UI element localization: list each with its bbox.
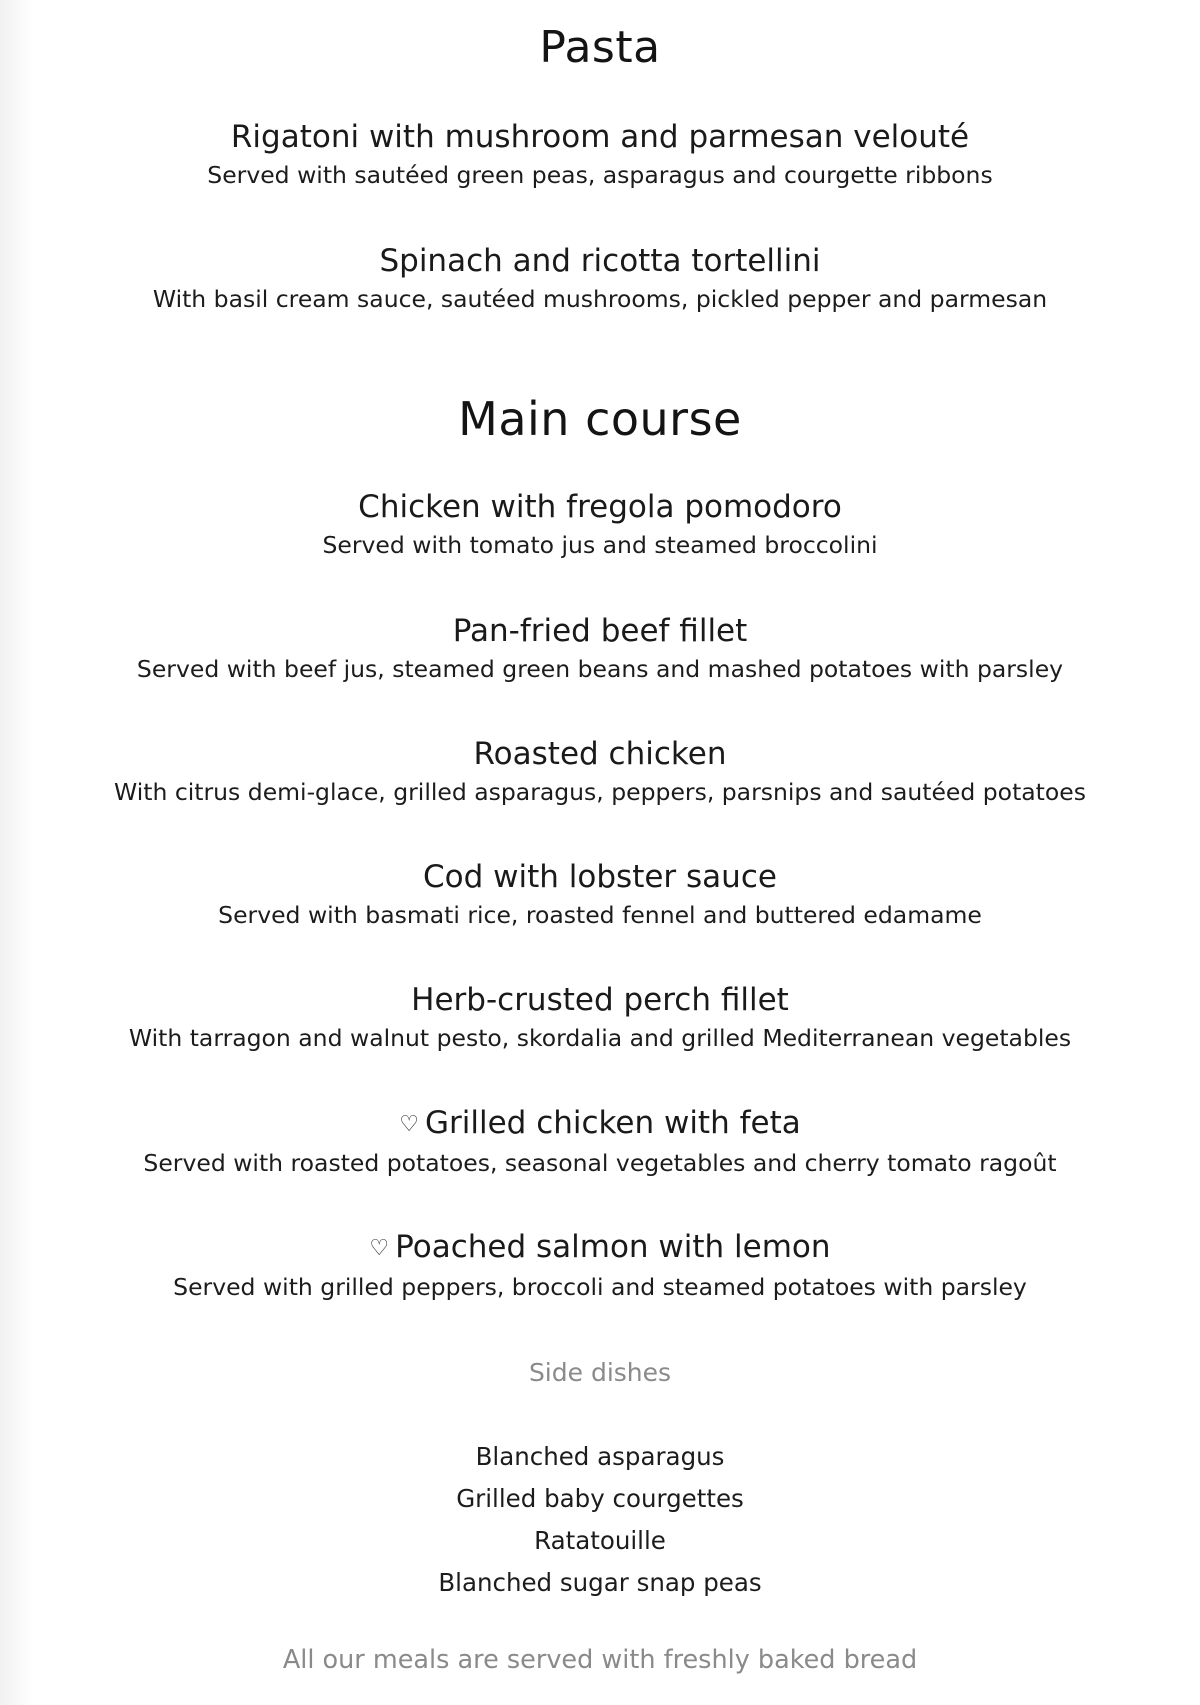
menu-item (0, 242, 1200, 314)
dish-description: Served with grilled peppers, broccoli and steamed potatoes with parsley (173, 1273, 1027, 1301)
footer-note: All our meals are served with freshly baked bread (282, 1645, 918, 1675)
dish-name: Herb-crusted perch fillet (411, 982, 789, 1018)
side-dishes-list (0, 1436, 1200, 1604)
heart-icon: ♡ (399, 1112, 419, 1137)
side-dish-item: Blanched sugar snap peas (438, 1568, 762, 1597)
menu-item (0, 488, 1200, 560)
dish-description: Served with beef jus, steamed green beans and mashed potatoes with parsley (136, 655, 1064, 683)
dish-name: Grilled chicken with feta (424, 1105, 801, 1141)
dish-description: With basil cream sauce, sautéed mushrooms, pickled pepper and parmesan (152, 285, 1048, 313)
dish-description: Served with tomato jus and steamed broccolini (322, 531, 878, 559)
menu-item (0, 1228, 1200, 1302)
menu-item (0, 858, 1200, 930)
dish-name: Spinach and ricotta tortellini (379, 243, 821, 279)
dish-name: Rigatoni with mushroom and parmesan velouté (230, 119, 970, 155)
dish-description: Served with basmati rice, roasted fennel and buttered edamame (218, 901, 982, 929)
menu-item (0, 981, 1200, 1053)
menu-item (0, 118, 1200, 190)
dish-description: With citrus demi-glace, grilled asparagus, peppers, parsnips and sautéed potatoes (114, 778, 1086, 806)
side-dishes-title: Side dishes (528, 1358, 672, 1387)
dish-description: Served with roasted potatoes, seasonal vegetables and cherry tomato ragoût (143, 1149, 1057, 1177)
dish-name: Roasted chicken (473, 736, 727, 772)
dish-description: Served with sautéed green peas, asparagus and courgette ribbons (207, 161, 993, 189)
side-dish-item: Grilled baby courgettes (456, 1484, 744, 1513)
side-dish-item: Blanched asparagus (475, 1442, 725, 1471)
menu-item (0, 735, 1200, 807)
dish-name: Poached salmon with lemon (395, 1229, 831, 1265)
menu-item (0, 612, 1200, 684)
menu-item (0, 1104, 1200, 1178)
pasta-section-title: Pasta (539, 22, 661, 73)
dish-description: With tarragon and walnut pesto, skordalia and grilled Mediterranean vegetables (128, 1024, 1072, 1052)
heart-icon: ♡ (369, 1236, 390, 1261)
dish-name-row (0, 1104, 1200, 1144)
main-course-section-title: Main course (458, 392, 742, 446)
dish-name: Cod with lobster sauce (423, 859, 777, 895)
side-dish-item: Ratatouille (534, 1526, 666, 1555)
dish-name: Pan-fried beef fillet (452, 613, 748, 649)
dish-name-row (0, 1228, 1200, 1268)
dish-name: Chicken with fregola pomodoro (358, 489, 842, 525)
